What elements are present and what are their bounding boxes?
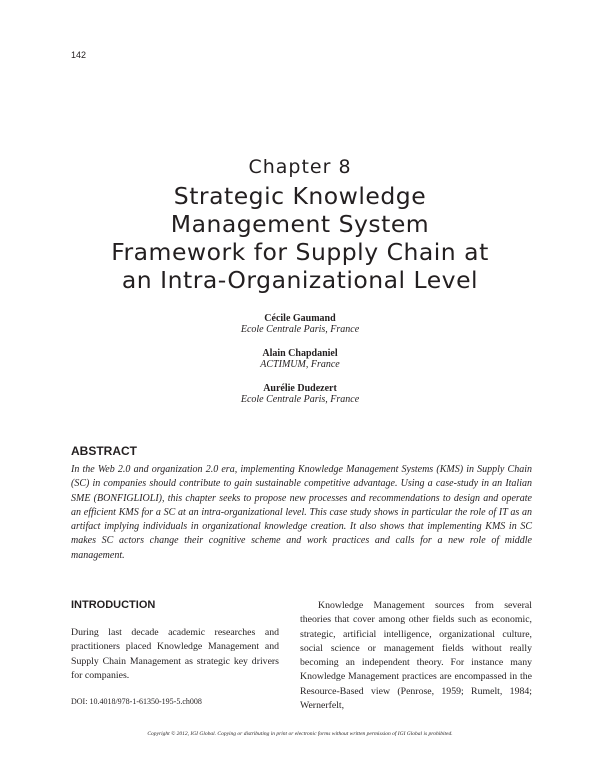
author-name: Cécile Gaumand [264,313,336,324]
author-affiliation: Ecole Centrale Paris, France [240,394,360,405]
author-name: Alain Chapdaniel [262,348,338,359]
copyright-notice: Copyright © 2012, IGI Global. Copying or distributing in print or electronic forms without written permission of IGI Global is prohibited. [147,731,453,737]
author-affiliation: Ecole Centrale Paris, France [240,324,360,335]
author-block [0,383,600,405]
introduction-right-paragraph: Knowledge Management sources from several theories that cover among other fields such as economic, strategic, artificial intelligence, organizational culture, social science or management fields without really becoming an independent theory. For instance many Knowledge Management practices are encompassed in the Resource-Based view (Penrose, 1959; Rumelt, 1984; Wernerfelt, [300,600,532,712]
title-line: Management System [170,210,430,238]
author-affiliation: ACTIMUM, France [260,359,340,370]
abstract-text: In the Web 2.0 and organization 2.0 era, implementing Knowledge Management Systems (KMS) in Supply Chain (SC) in companies should contribute to gain sustainable competitive advantage. Using a case-study in an Italian SME (BONFIGLIOLI), this chapter seeks to propose new processes and recommendations to design and operate an efficient KMS for a SC at an intra-organizational level. This case study shows in particular the role of IT as an artifact implying individuals in organizational knowledge creation. It also shows that implementing KMS in SC makes SC actors change their cognitive scheme and work practices and calls for a new role of middle management. [71,464,532,561]
doi-text: DOI: 10.4018/978-1-61350-195-5.ch008 [71,697,202,706]
author-block [0,348,600,370]
author-block [0,313,600,335]
chapter-title [40,182,560,294]
title-line: an Intra-Organizational Level [121,266,479,294]
page-number: 142 [71,50,87,60]
chapter-label: Chapter 8 [248,156,352,178]
introduction-heading: INTRODUCTION [71,599,156,611]
author-name: Aurélie Dudezert [263,383,337,394]
abstract-heading: ABSTRACT [71,444,137,458]
title-line: Framework for Supply Chain at [111,238,489,266]
introduction-left-paragraph: During last decade academic researches and practitioners placed Knowledge Management and Supply Chain Management as strategic key drivers for companies. [71,627,279,681]
title-line: Strategic Knowledge [173,182,427,210]
